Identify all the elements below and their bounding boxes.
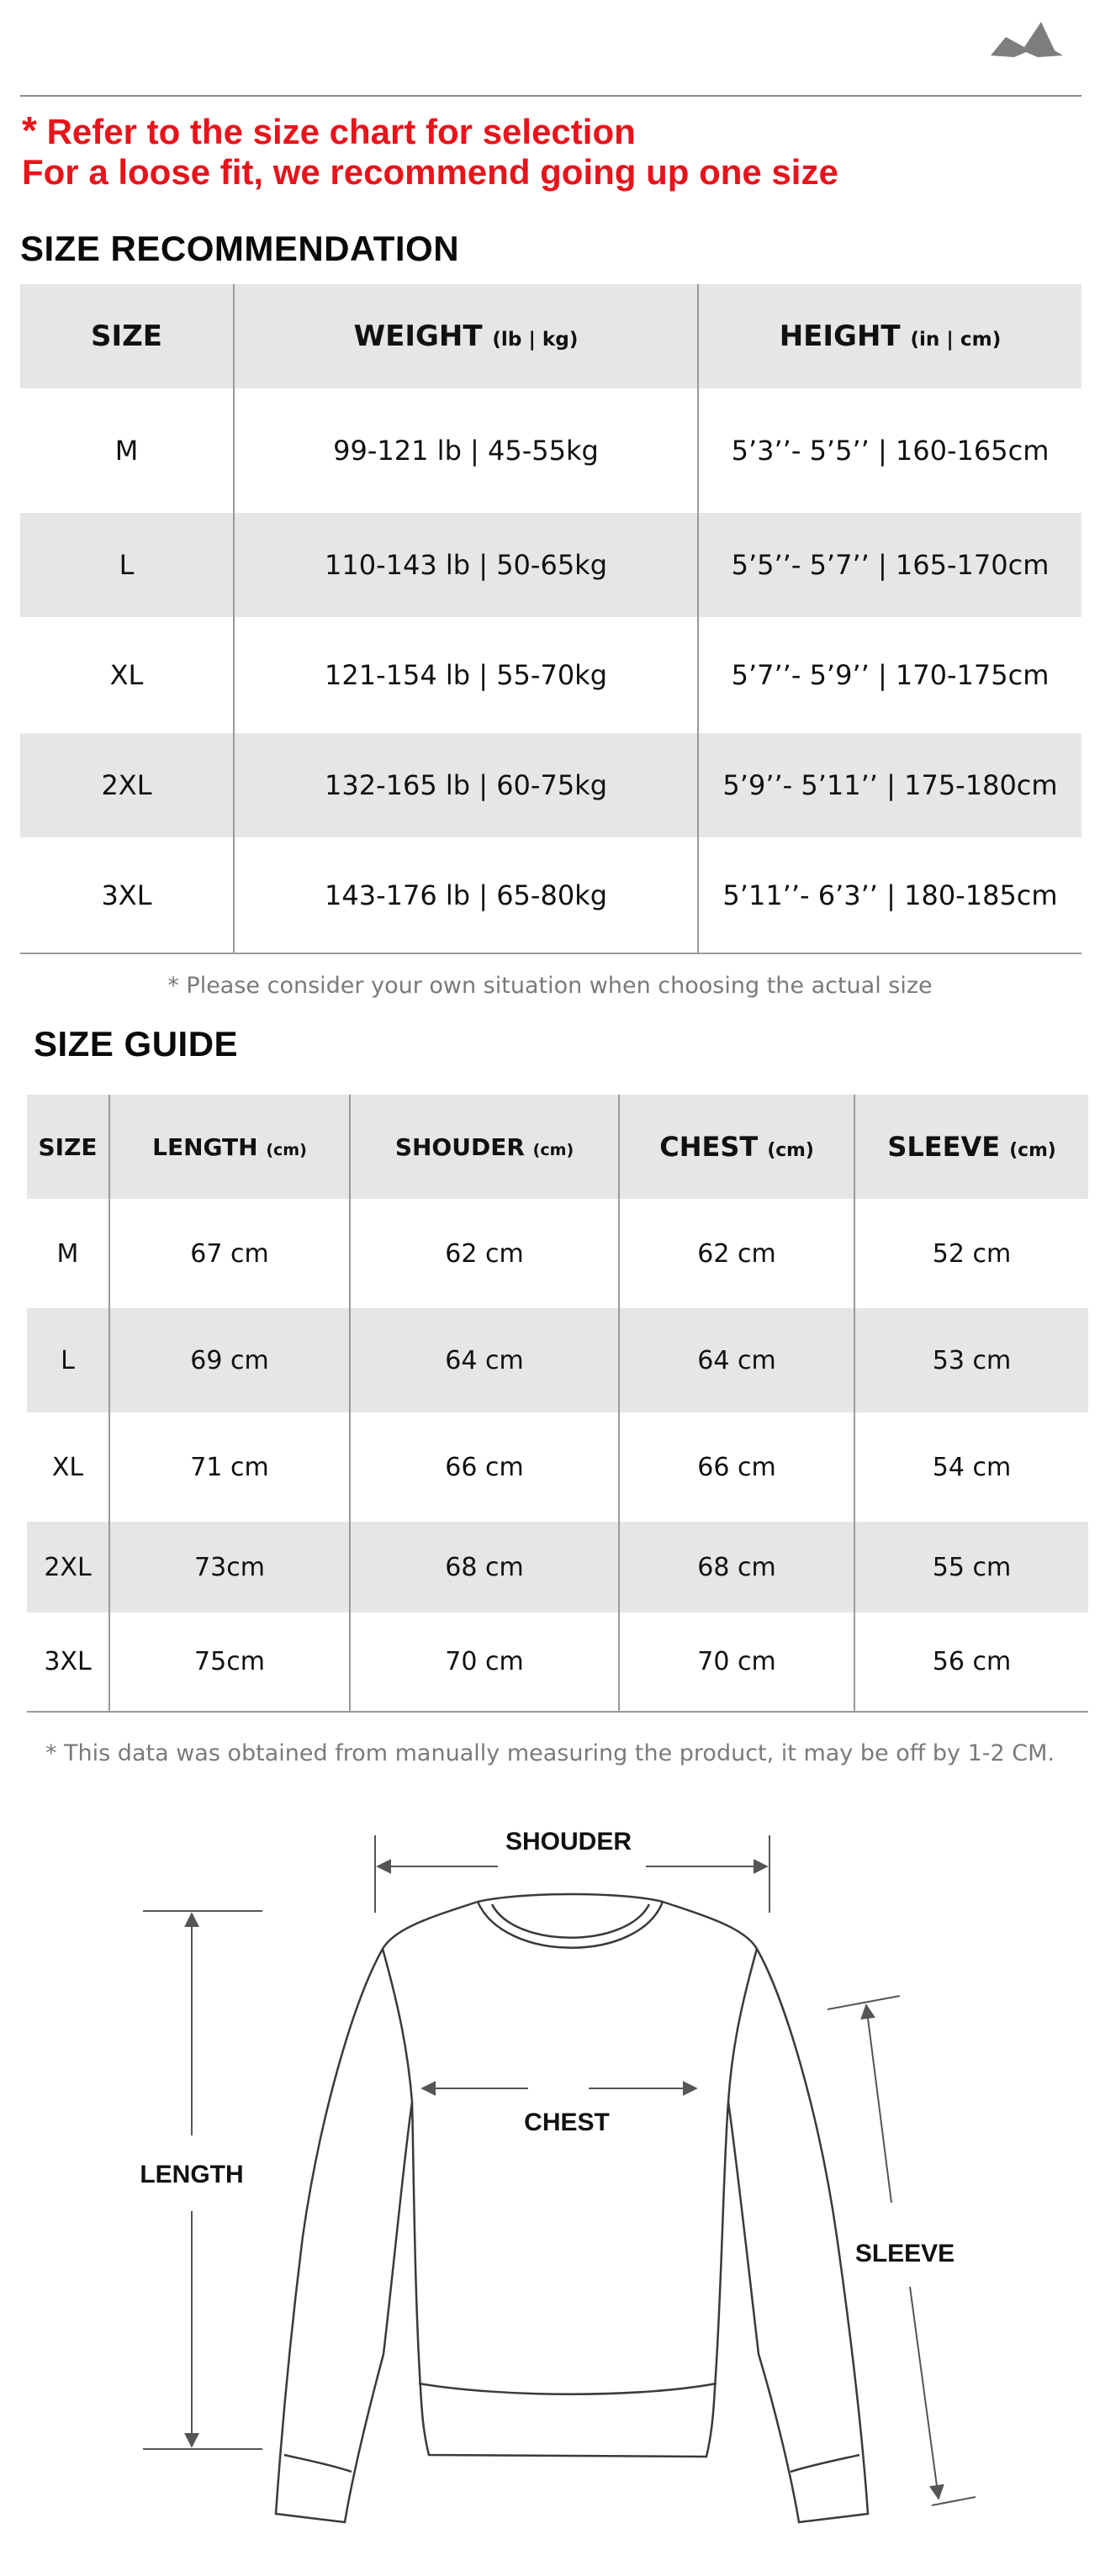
cell-size: 3XL: [27, 1613, 109, 1712]
length-label: LENGTH: [140, 2161, 244, 2188]
size-recommendation-table: [20, 284, 1081, 954]
header-sleeve: SLEEVE (cm): [854, 1095, 1088, 1199]
cell-chest: 68 cm: [619, 1522, 854, 1613]
notice-line-2: For a loose fit, we recommend going up one size: [22, 152, 838, 192]
cell-size: 2XL: [20, 733, 234, 837]
cell-sleeve: 52 cm: [932, 1238, 1012, 1269]
shoulder-label: SHOUDER: [505, 1828, 632, 1855]
table-row: [20, 837, 1081, 953]
notice-asterisk: *: [22, 108, 37, 152]
table-row: [20, 388, 1081, 513]
brand-logo-icon: [989, 18, 1065, 61]
table-row: [27, 1199, 1088, 1308]
top-divider: [20, 95, 1081, 97]
cell-weight: 121-154 lb | 55-70kg: [234, 617, 698, 733]
sweater-outline-icon: [276, 1894, 868, 2522]
cell-sleeve: 56 cm: [854, 1613, 1088, 1712]
table-row: [20, 617, 1081, 733]
table-row: [20, 513, 1081, 617]
cell-shoulder: 70 cm: [350, 1613, 619, 1712]
size-recommendation-title: SIZE RECOMMENDATION: [20, 229, 460, 268]
cell-shoulder: 62 cm: [350, 1199, 619, 1308]
cell-size: 3XL: [20, 837, 234, 953]
cell-shoulder: 68 cm: [350, 1522, 619, 1613]
sweater-measurement-diagram: [0, 1816, 1100, 2576]
cell-chest: 62 cm: [619, 1199, 854, 1308]
measurement-note: * This data was obtained from manually measuring the product, it may be off by 1-2 CM.: [45, 1740, 1055, 1766]
cell-size: XL: [20, 617, 234, 733]
cell-weight: 132-165 lb | 60-75kg: [234, 733, 698, 837]
cell-length: 71 cm: [109, 1412, 350, 1522]
cell-chest: 70 cm: [619, 1613, 854, 1712]
cell-sleeve: 53 cm: [854, 1308, 1088, 1412]
cell-height: 5’5’’- 5’7’’ | 165-170cm: [698, 513, 1081, 617]
cell-height: 5’7’’- 5’9’’ | 170-175cm: [731, 659, 1050, 691]
chest-label: CHEST: [524, 2109, 610, 2136]
header-weight: WEIGHT (lb | kg): [234, 284, 698, 388]
table-row: [27, 1412, 1088, 1522]
cell-size: XL: [27, 1412, 109, 1522]
cell-height: 5’11’’- 6’3’’ | 180-185cm: [698, 837, 1081, 953]
table-row: [20, 733, 1081, 837]
cell-shoulder: 66 cm: [350, 1412, 619, 1522]
size-guide-table: [27, 1095, 1088, 1713]
cell-chest: 66 cm: [619, 1412, 854, 1522]
table-row: [27, 1613, 1088, 1712]
cell-chest: 64 cm: [619, 1308, 854, 1412]
header-length: LENGTH (cm): [109, 1095, 350, 1199]
cell-height: 5’3’’- 5’5’’ | 160-165cm: [731, 435, 1050, 467]
table-header-row: [27, 1095, 1088, 1199]
cell-weight: 110-143 lb | 50-65kg: [234, 513, 698, 617]
cell-height: 5’9’’- 5’11’’ | 175-180cm: [698, 733, 1081, 837]
cell-size: L: [20, 513, 234, 617]
header-shoulder: SHOUDER (cm): [350, 1095, 619, 1199]
table-header-row: [20, 284, 1081, 388]
cell-length: 75cm: [109, 1613, 350, 1712]
cell-shoulder: 64 cm: [350, 1308, 619, 1412]
table-row: [27, 1522, 1088, 1613]
header-size: SIZE: [20, 284, 234, 388]
header-size: SIZE: [27, 1095, 109, 1199]
size-guide-title: SIZE GUIDE: [34, 1024, 239, 1064]
cell-weight: 99-121 lb | 45-55kg: [234, 388, 698, 513]
cell-size: M: [27, 1199, 109, 1308]
cell-sleeve: 54 cm: [932, 1452, 1012, 1482]
cell-size: L: [27, 1308, 109, 1412]
recommendation-note: * Please consider your own situation when choosing the actual size: [167, 973, 933, 999]
cell-length: 73cm: [109, 1522, 350, 1613]
header-height: HEIGHT (in | cm): [698, 284, 1081, 388]
sleeve-label: SLEEVE: [854, 2240, 955, 2267]
table-row: [27, 1308, 1088, 1412]
cell-length: 69 cm: [109, 1308, 350, 1412]
cell-size: 2XL: [27, 1522, 109, 1613]
cell-weight: 143-176 lb | 65-80kg: [234, 837, 698, 953]
notice-text-1: Refer to the size chart for selection: [46, 112, 636, 151]
cell-length: 67 cm: [109, 1199, 350, 1308]
notice-line-1: [22, 109, 636, 153]
cell-size: M: [20, 388, 234, 513]
header-chest: CHEST (cm): [619, 1095, 854, 1199]
cell-sleeve: 55 cm: [854, 1522, 1088, 1613]
